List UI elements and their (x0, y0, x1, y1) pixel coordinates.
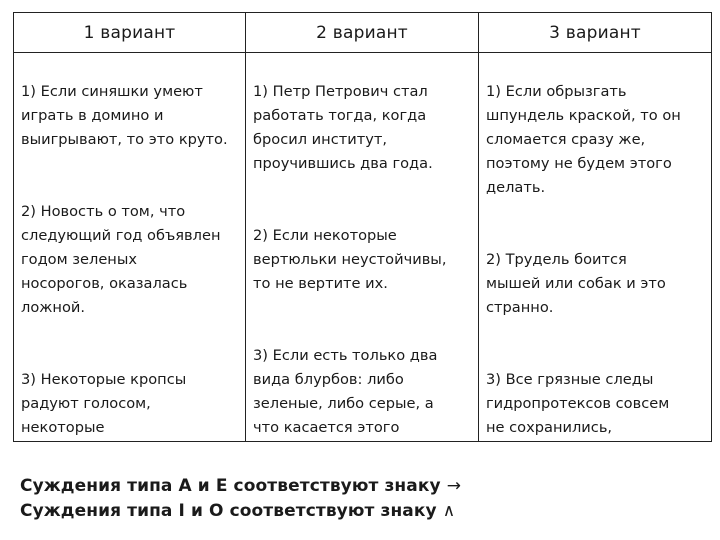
variant-1-item-3: 3) Некоторые кропсы радуют голосом, некоторые (21, 371, 187, 436)
arrow-symbol-icon: → (446, 476, 462, 496)
variant-1-item-2: 2) Новость о том, что следующий год объявлен годом зеленых носорогов, оказалась ложной. (21, 203, 221, 316)
variant-1-item-1: 1) Если синяшки умеют играть в домино и выигрывают, то это круто. (21, 83, 228, 148)
footer-line-1-text: Суждения типа А и Е соответствуют знаку (20, 476, 441, 496)
footer-line-2 (20, 499, 461, 524)
variant-1-column (14, 53, 246, 441)
variant-2-column (246, 53, 479, 441)
and-symbol-icon: ∧ (442, 501, 456, 521)
variant-3-column (479, 53, 711, 441)
footer-line-1 (20, 474, 461, 499)
variant-2-item-2: 2) Если некоторые вертюльки неустойчивы, то не вертите их. (253, 227, 447, 292)
header-variant-3: 3 вариант (479, 13, 711, 53)
variants-table (13, 12, 712, 442)
header-variant-2: 2 вариант (246, 13, 479, 53)
header-variant-1: 1 вариант (14, 13, 246, 53)
footer-line-2-text: Суждения типа I и O соответствуют знаку (20, 501, 437, 521)
footer-notes (20, 474, 461, 524)
variant-2-item-3: 3) Если есть только два вида блурбов: либо зеленые, либо серые, а что касается этого (253, 347, 438, 436)
variant-3-item-3: 3) Все грязные следы гидропротексов совсем не сохранились, (486, 371, 670, 436)
variant-3-item-2: 2) Трудель боится мышей или собак и это странно. (486, 251, 666, 316)
variant-3-item-1: 1) Если обрызгать шпундель краской, то он сломается сразу же, поэтому не будем этого делать. (486, 83, 681, 196)
variant-2-item-1: 1) Петр Петрович стал работать тогда, когда бросил институт, проучившись два года. (253, 83, 433, 172)
